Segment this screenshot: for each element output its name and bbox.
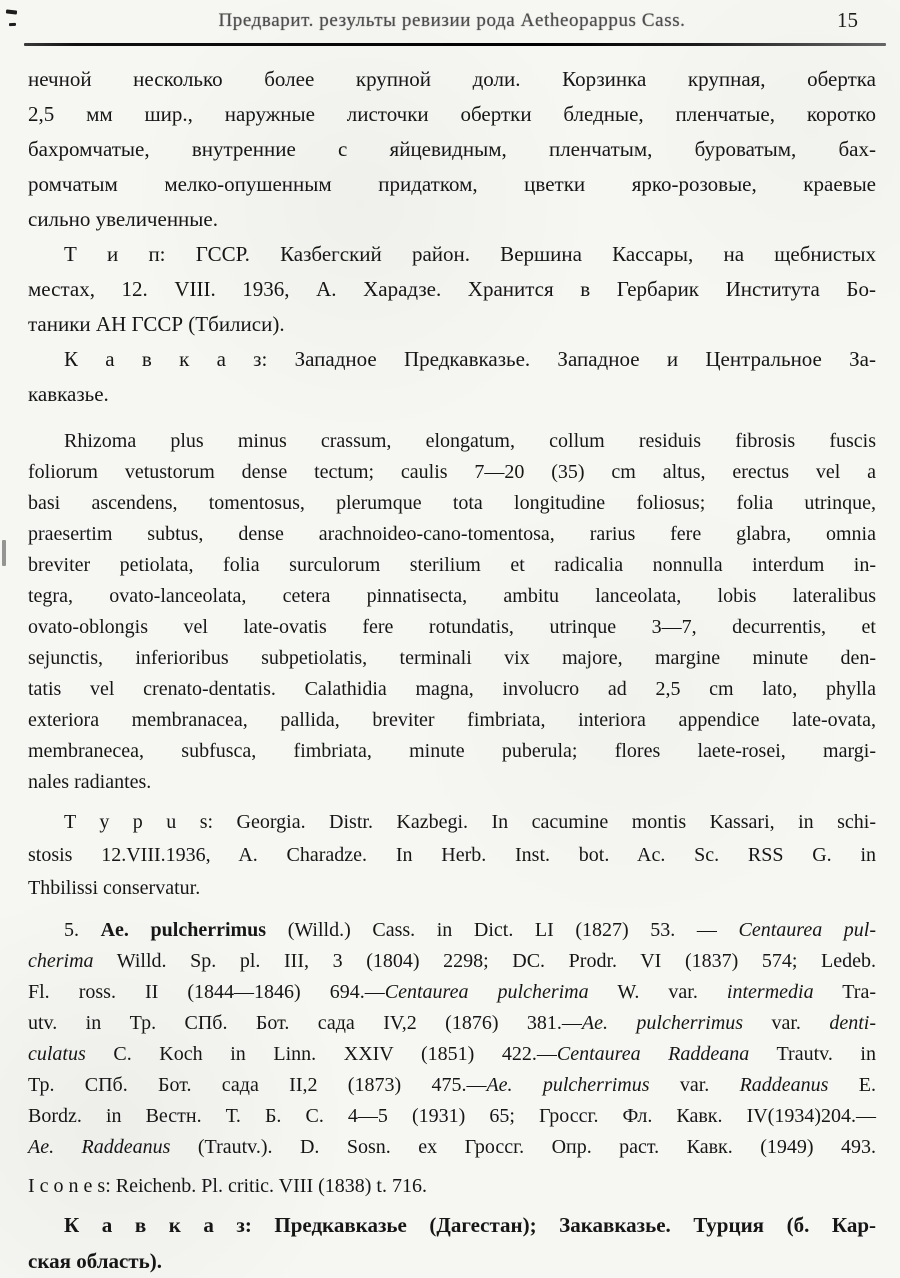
text-run: utv. in Тр. СПб. Бот. сада IV,2 (1876) 381.— [28, 1012, 582, 1034]
text-run: breviter petiolata, folia surculorum sterilium et radicalia nonnulla interdum in- [28, 554, 876, 576]
text-run: Thbilissi conservatur. [28, 877, 201, 899]
text-line [28, 806, 876, 839]
text-run: К а в к а з: Предкавказье (Дагестан); Закавказье. Турция (б. Кар- [64, 1213, 876, 1237]
scan-artifact [6, 9, 17, 14]
text-line [28, 1132, 876, 1163]
text-run: Trautv. in [749, 1043, 876, 1065]
text-line [28, 705, 876, 736]
text-line [28, 839, 876, 872]
text-line [28, 97, 876, 132]
text-run: ская область). [28, 1249, 162, 1273]
text-run: местах, 12. VIII. 1936, А. Харадзе. Хранится в Гербарик Института Бо- [28, 277, 876, 301]
text-run: 2,5 мм шир., наружные листочки обертки бледные, пленчатые, коротко [28, 102, 876, 126]
text-run: praesertim subtus, dense arachnoideo-cano-tomentosa, rarius fere glabra, omnia [28, 523, 876, 545]
text-line [28, 307, 876, 342]
text-line [28, 915, 876, 946]
text-line [28, 62, 876, 97]
paragraph-typus-latin [28, 806, 876, 905]
text-line [28, 550, 876, 581]
text-run: nales radiantes. [28, 771, 152, 793]
text-line [28, 488, 876, 519]
scan-artifact [9, 23, 16, 26]
text-line [28, 519, 876, 550]
text-line [28, 1070, 876, 1101]
text-run: sejunctis, inferioribus subpetiolatis, terminali vix majore, margine minute den- [28, 647, 876, 669]
text-run: membranecea, subfusca, fimbriata, minute puberula; flores laete-rosei, margi- [28, 740, 876, 762]
paragraph-type-locality-ru [28, 237, 876, 342]
running-title: Предварит. результы ревизии рода Aetheopappus Cass. [218, 10, 686, 31]
text-run: T y p u s: Georgia. Distr. Kazbegi. In cacumine montis Kassari, in schi- [64, 811, 876, 833]
text-run: var. [743, 1012, 830, 1034]
text-run: ромчатым мелко-опушенным придатком, цветки ярко-розовые, краевые [28, 172, 876, 196]
text-run: (Willd.) Cass. in Dict. LI (1827) 53. — [266, 919, 739, 941]
text-line [28, 426, 876, 457]
text-line [28, 581, 876, 612]
text-run: W. var. [588, 981, 727, 1003]
page-header [28, 8, 876, 36]
text-run: basi ascendens, tomentosus, plerumque tota longitudine foliosus; folia utrinque, [28, 492, 876, 514]
text-line [28, 1169, 876, 1203]
text-line [28, 132, 876, 167]
text-line [28, 272, 876, 307]
text-line [28, 612, 876, 643]
text-run: Tra- [813, 981, 876, 1003]
text-run: foliorum vetustorum dense tectum; caulis 7—20 (35) cm altus, erectus vel a [28, 461, 876, 483]
text-run: E. [828, 1074, 876, 1096]
text-line [28, 872, 876, 905]
text-run: нечной несколько более крупной доли. Корзинка крупная, обертка [28, 67, 876, 91]
text-run: Centaurea Raddeana [556, 1043, 750, 1065]
text-line [28, 1243, 876, 1278]
text-line [28, 767, 876, 798]
text-line [28, 1008, 876, 1039]
paragraph-latin-description [28, 426, 876, 798]
text-run: Ae. pulcherrimus [486, 1074, 650, 1096]
text-line [28, 342, 876, 377]
text-run: Т и п: ГССР. Казбегский район. Вершина Кассары, на щебнистых [64, 242, 876, 266]
text-run: Ae. pulcherrimus [100, 919, 267, 941]
text-run: бахромчатые, внутренние с яйцевидным, пленчатым, буроватым, бах- [28, 137, 876, 161]
text-run: Willd. Sp. pl. III, 3 (1804) 2298; DC. Prodr. VI (1837) 574; Ledeb. [93, 950, 876, 972]
paragraph-distribution-caucasus-1 [28, 342, 876, 412]
text-run: Rhizoma plus minus crassum, elongatum, collum residuis fibrosis fuscis [64, 430, 876, 452]
text-line [28, 167, 876, 202]
text-line [28, 202, 876, 237]
text-line [28, 1039, 876, 1070]
text-run: Centaurea pul- [738, 919, 877, 941]
header-rule [24, 43, 886, 46]
text-run: var. [649, 1074, 740, 1096]
text-line [28, 377, 876, 412]
text-run: tatis vel crenato-dentatis. Calathidia magna, involucro ad 2,5 cm lato, phylla [28, 678, 876, 700]
text-run: Тр. СПб. Бот. сада II,2 (1873) 475.— [28, 1074, 487, 1096]
text-run: culatus [28, 1043, 86, 1065]
text-run: кавказье. [28, 382, 109, 406]
text-line [28, 1101, 876, 1132]
text-run: Raddeanus [739, 1074, 829, 1096]
text-run: cherima [28, 950, 94, 972]
text-run: (Trautv.). D. Sosn. ex Гроссг. Опр. раст. Кавк. (1949) 493. [170, 1136, 876, 1158]
scan-artifact [2, 540, 6, 566]
text-run: Fl. ross. II (1844—1846) 694.— [28, 981, 385, 1003]
paragraph-distribution-caucasus-2 [28, 1207, 876, 1278]
text-run: I c o n e s: Reichenb. Pl. critic. VIII (1838) t. 716. [28, 1175, 427, 1197]
text-run: ovato-oblongis vel late-ovatis fere rotundatis, utrinque 3—7, decurrentis, et [28, 616, 876, 638]
text-run: Centaurea pulcherima [384, 981, 589, 1003]
paragraph-icones [28, 1169, 876, 1203]
text-line [28, 946, 876, 977]
text-run: intermedia [726, 981, 814, 1003]
text-line [28, 736, 876, 767]
paragraph-species-entry-5 [28, 915, 876, 1163]
text-run: exteriora membranacea, pallida, breviter fimbriata, interiora appendice late-ovata, [28, 709, 876, 731]
text-run: 5. [64, 919, 101, 941]
page-body [28, 62, 876, 1278]
text-run: Ae. Raddeanus [28, 1136, 171, 1158]
text-line [28, 643, 876, 674]
text-run: denti- [829, 1012, 876, 1034]
text-run: C. Koch in Linn. XXIV (1851) 422.— [85, 1043, 557, 1065]
text-run: сильно увеличенные. [28, 207, 218, 231]
text-run: таники АН ГССР (Тбилиси). [28, 312, 285, 336]
paragraph-description-continuation [28, 62, 876, 237]
text-run: Ae. pulcherrimus [581, 1012, 744, 1034]
text-run: tegra, ovato-lanceolata, cetera pinnatisecta, ambitu lanceolata, lobis lateralibus [28, 585, 876, 607]
text-line [28, 457, 876, 488]
text-line [28, 237, 876, 272]
text-run: stosis 12.VIII.1936, A. Charadze. In Herb. Inst. bot. Ac. Sc. RSS G. in [28, 844, 876, 866]
text-line [28, 674, 876, 705]
text-run: К а в к а з: Западное Предкавказье. Западное и Центральное За- [64, 347, 876, 371]
text-run: Bordz. in Вестн. Т. Б. С. 4—5 (1931) 65; Гроссг. Фл. Кавк. IV(1934)204.— [28, 1105, 876, 1127]
text-line [28, 1207, 876, 1243]
text-line [28, 977, 876, 1008]
page-number: 15 [837, 8, 858, 32]
